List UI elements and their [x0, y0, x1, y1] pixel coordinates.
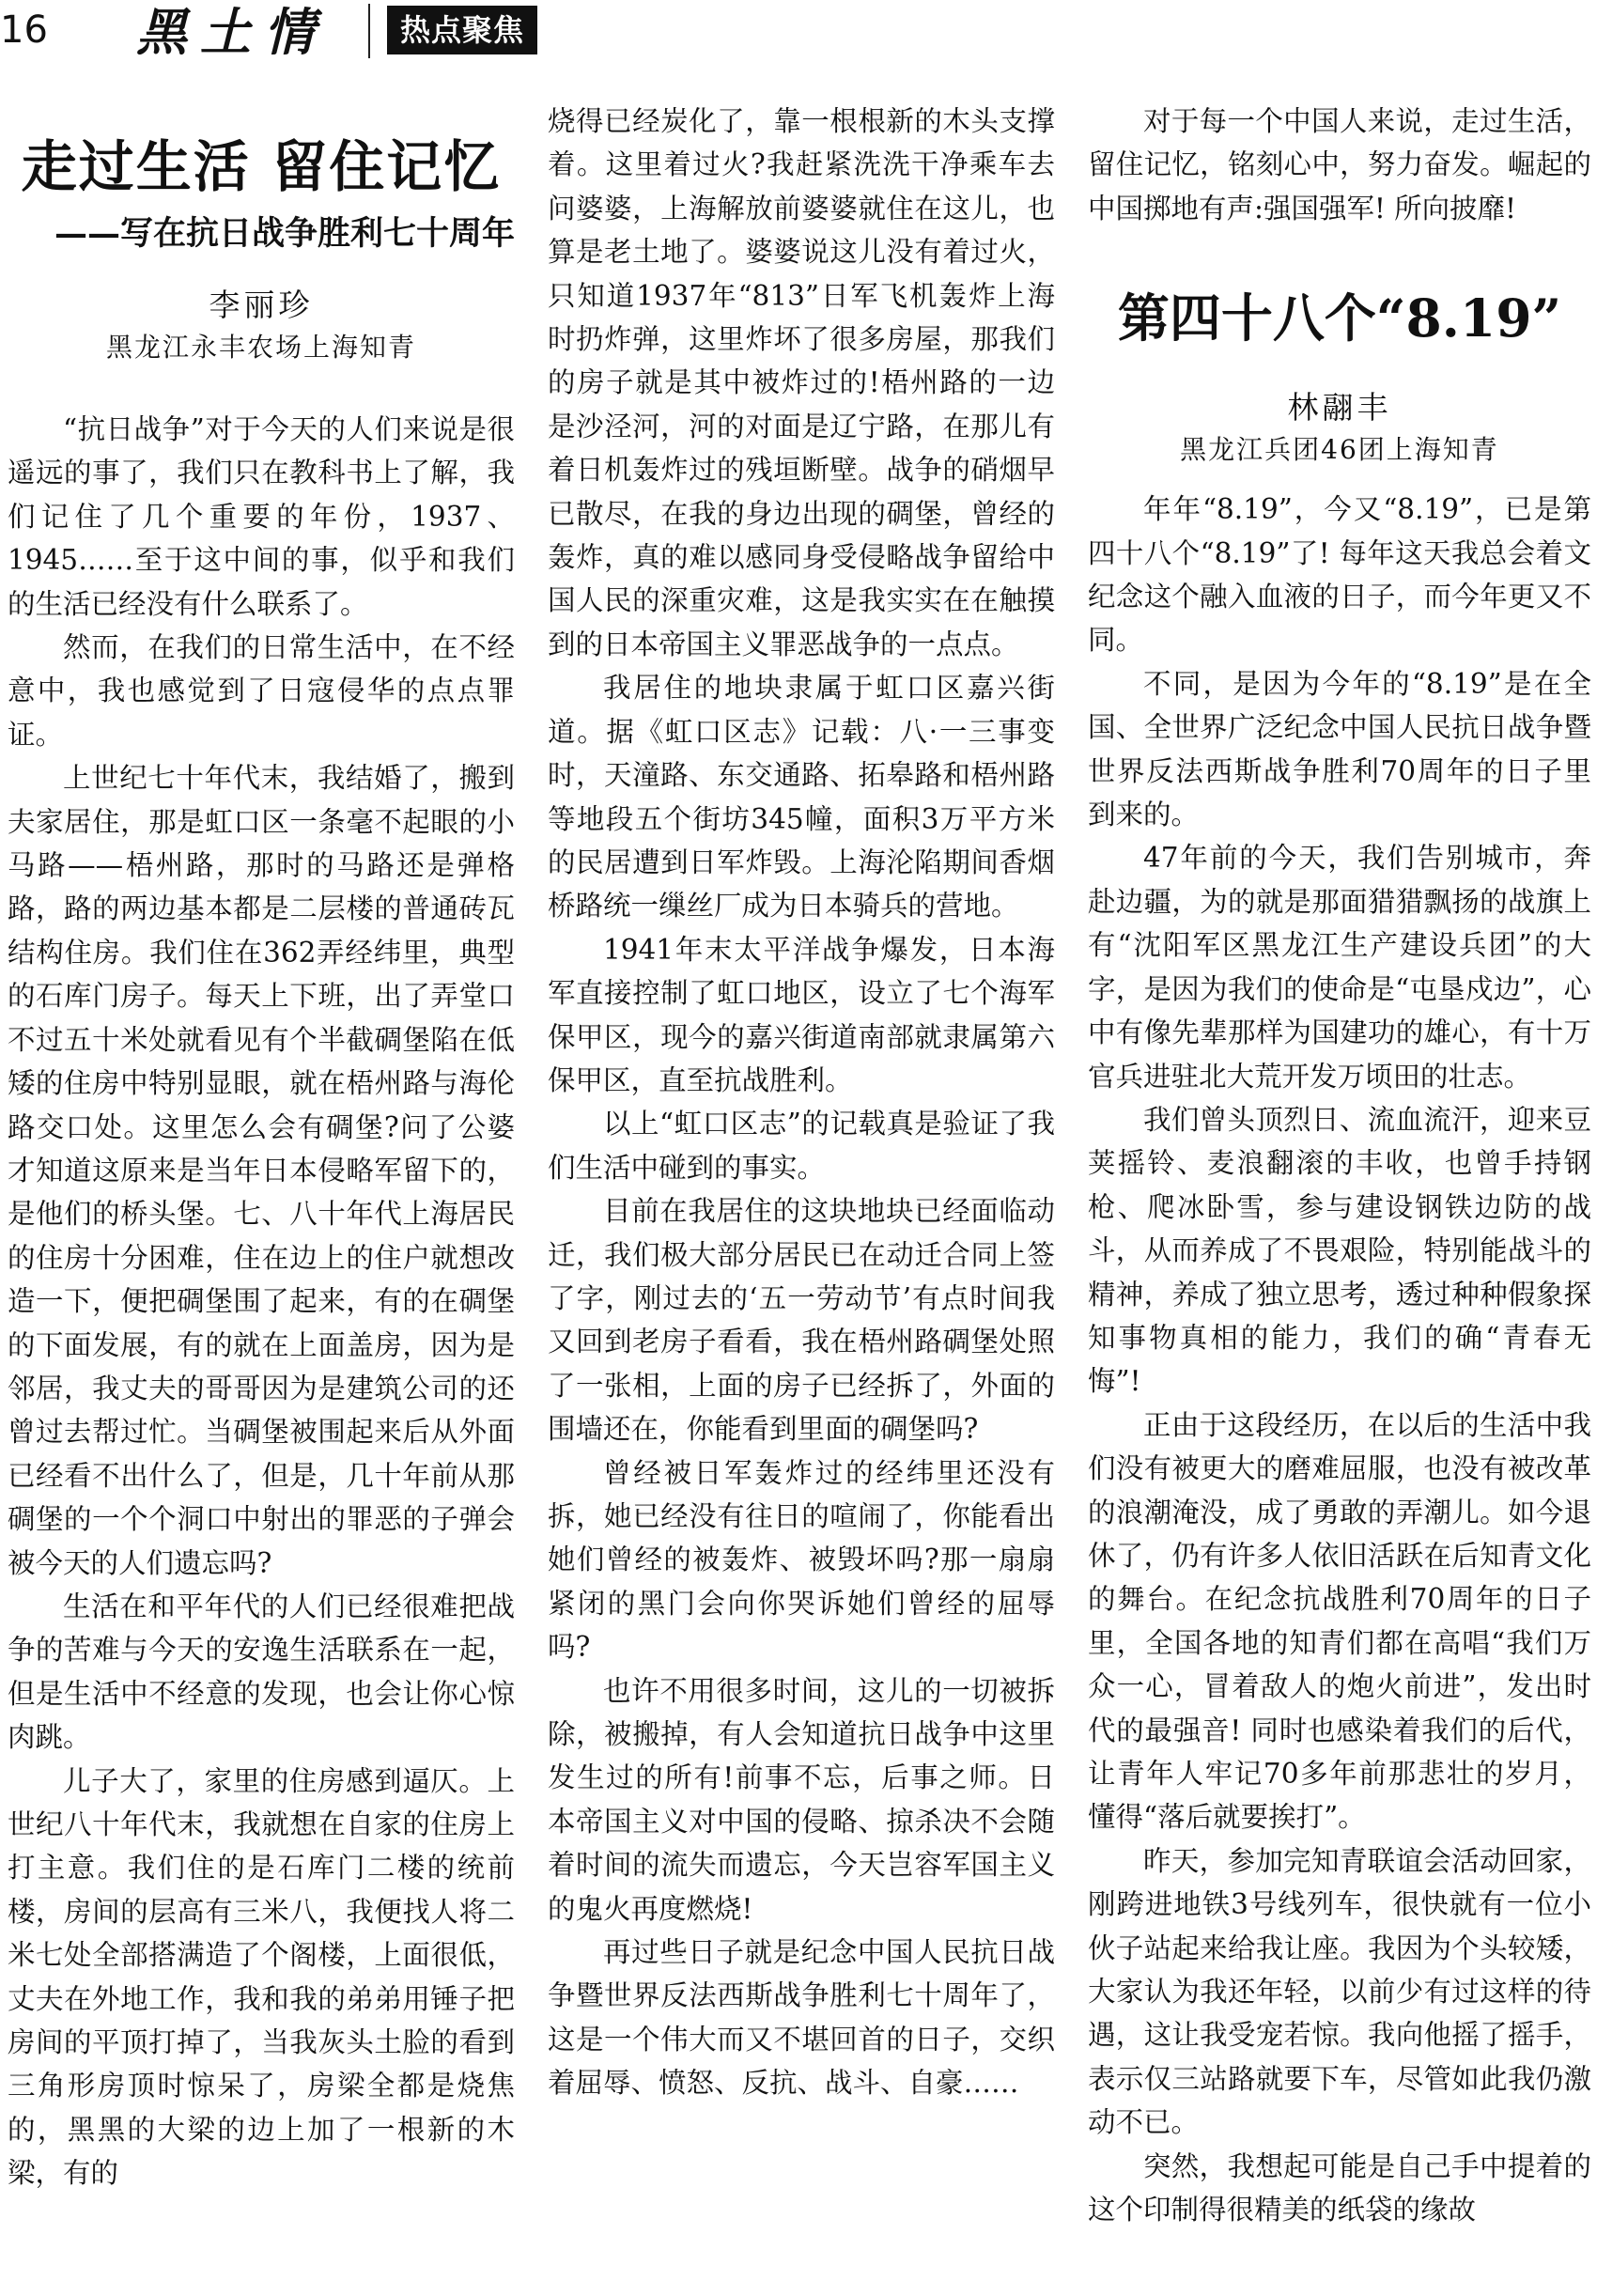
- article1-author: 李丽珍: [209, 287, 314, 323]
- paragraph: 年年“8.19”，今又“8.19”，已是第四十八个“8.19”了! 每年这天我总会着文纪念这个融入血液的日子，而今年更又不同。: [1088, 493, 1591, 657]
- header-divider: [368, 4, 370, 58]
- paragraph: 正由于这段经历，在以后的生活中我们没有被更大的磨难屈服，也没有被改革的浪潮淹没，成了勇敢的弄潮儿。如今退休了，仍有许多人依旧活跃在后知青文化的舞台。在纪念抗战胜利70周年的日子里，全国各地的知青们都在高唱“我们万众一心，冒着敌人的炮火前进”，发出时代的最强音! 同时也感染着我们的后代，让青年人牢记70多年前那悲壮的岁月，懂得“落后就要挨打”。: [1088, 1408, 1591, 1834]
- article1-body: [8, 408, 515, 2195]
- page-number: 16: [0, 8, 48, 52]
- article1-continued-column: [548, 100, 1055, 2296]
- paragraph: 上世纪七十年代末，我结婚了，搬到夫家居住，那是虹口区一条毫不起眼的小马路——梧州路，那时的马路还是弹格路，路的两边基本都是二层楼的普通砖瓦结构住房。我们住在362弄经纬里，典型的石库门房子。每天上下班，出了弄堂口不过五十米处就看见有个半截碉堡陷在低矮的住房中特别显眼，就在梧州路与海伦路交口处。这里怎么会有碉堡?问了公婆才知道这原来是当年日本侵略军留下的，是他们的桥头堡。七、八十年代上海居民的住房十分困难，住在边上的住户就想改造一下，便把碉堡围了起来，有的在碉堡的下面发展，有的就在上面盖房，因为是邻居，我丈夫的哥哥因为是建筑公司的还曾过去帮过忙。当碉堡被围起来后从外面已经看不出什么了，但是，几十年前从那碉堡的一个个洞口中射出的罪恶的子弹会被今天的人们遗忘吗?: [8, 762, 515, 1579]
- paragraph: 突然，我想起可能是自己手中提着的这个印制得很精美的纸袋的缘故: [1088, 2149, 1591, 2226]
- paragraph: “抗日战争”对于今天的人们来说是很遥远的事了，我们只在教科书上了解，我们记住了几个重要的年份，1937、1945……至于这中间的事，似乎和我们的生活已经没有什么联系了。: [8, 413, 515, 620]
- article2-body: [1088, 488, 1591, 2231]
- paragraph: 生活在和平年代的人们已经很难把战争的苦难与今天的安逸生活联系在一起，但是生活中不经意的发现，也会让你心惊肉跳。: [8, 1590, 515, 1754]
- paragraph: 以上“虹口区志”的记载真是验证了我们生活中碰到的事实。: [548, 1108, 1055, 1184]
- article1-affiliation: 黑龙江永丰农场上海知青: [105, 332, 416, 363]
- paragraph: 曾经被日军轰炸过的经纬里还没有拆，她已经没有往日的喧闹了，你能看出她们曾经的被轰炸、被毁坏吗?那一扇扇紧闭的黑门会向你哭诉她们曾经的屈辱吗?: [548, 1456, 1055, 1664]
- article2-title: 第四十八个“8.19”: [1117, 287, 1562, 349]
- section-label: 热点聚焦: [387, 6, 537, 54]
- publication-logo: 黑土情: [136, 2, 328, 62]
- paragraph: 目前在我居住的这块地块已经面临动迁，我们极大部分居民已在动迁合同上签了字，刚过去的‘五一劳动节’有点时间我又回到老房子看看，我在梧州路碉堡处照了一张相，上面的房子已经拆了，外面的围墙还在，你能看到里面的碉堡吗?: [548, 1195, 1055, 1446]
- paragraph: 然而，在我们的日常生活中，在不经意中，我也感觉到了日寇侵华的点点罪证。: [8, 631, 515, 751]
- article1-body-continued: [548, 100, 1055, 2105]
- paragraph: 对于每一个中国人来说，走过生活，留住记忆，铭刻心中，努力奋发。崛起的中国掷地有声:强国强军! 所向披靡!: [1088, 105, 1591, 225]
- article1-subtitle: ——写在抗日战争胜利七十周年: [54, 214, 515, 253]
- article2-affiliation: 黑龙江兵团46团上海知青: [1180, 434, 1499, 466]
- article1-title: 走过生活 留住记忆: [21, 134, 502, 199]
- article1-column: [8, 100, 515, 2296]
- paragraph: 儿子大了，家里的住房感到逼仄。上世纪八十年代末，我就想在自家的住房上打主意。我们住的是石库门二楼的统前楼，房间的层高有三米八，我便找人将二米七处全部搭满造了个阁楼，上面很低，丈夫在外地工作，我和我的弟弟用锤子把房间的平顶打掉了，当我灰头土脸的看到三角形房顶时惊呆了，房梁全都是烧焦的，黑黑的大梁的边上加了一根新的木梁，有的: [8, 1764, 515, 2190]
- article2-author: 林翮丰: [1287, 389, 1392, 427]
- page-header: [0, 0, 1597, 66]
- paragraph: 我们曾头顶烈日、流血流汗，迎来豆荚摇铃、麦浪翻滚的丰收，也曾手持钢枪、爬冰卧雪，参与建设钢铁边防的战斗，从而养成了不畏艰险，特别能战斗的精神，养成了独立思考，透过种种假象探知事物真相的能力，我们的确“青春无悔”!: [1088, 1103, 1591, 1398]
- paragraph: 47年前的今天，我们告别城市，奔赴边疆，为的就是那面猎猎飘扬的战旗上有“沈阳军区黑龙江生产建设兵团”的大字，是因为我们的使命是“屯垦戍边”，心中有像先辈那样为国建功的雄心，有十万官兵进驻北大荒开发万顷田的壮志。: [1088, 842, 1591, 1093]
- paragraph: 我居住的地块隶属于虹口区嘉兴街道。据《虹口区志》记载：八·一三事变时，天潼路、东交通路、拓皋路和梧州路等地段五个街坊345幢，面积3万平方米的民居遭到日军炸毁。上海沦陷期间香烟桥路统一缫丝厂成为日本骑兵的营地。: [548, 672, 1055, 923]
- paragraph: 不同，是因为今年的“8.19”是在全国、全世界广泛纪念中国人民抗日战争暨世界反法西斯战争胜利70周年的日子里到来的。: [1088, 667, 1591, 831]
- article2-column: [1088, 100, 1591, 2296]
- paragraph: 也许不用很多时间，这儿的一切被拆除，被搬掉，有人会知道抗日战争中这里发生过的所有!前事不忘，后事之师。日本帝国主义对中国的侵略、掠杀决不会随着时间的流失而遗忘，今天岂容军国主义的鬼火再度燃烧!: [548, 1674, 1055, 1925]
- paragraph: 再过些日子就是纪念中国人民抗日战争暨世界反法西斯战争胜利七十周年了，这是一个伟大而又不堪回首的日子，交织着屈辱、愤怒、反抗、战斗、自豪……: [548, 1936, 1055, 2100]
- paragraph: 烧得已经炭化了，靠一根根新的木头支撑着。这里着过火?我赶紧洗洗干净乘车去问婆婆，上海解放前婆婆就住在这儿，也算是老土地了。婆婆说这儿没有着过火，只知道1937年“813”日军飞机轰炸上海时扔炸弹，这里炸坏了很多房屋，那我们的房子就是其中被炸过的!梧州路的一边是沙泾河，河的对面是辽宁路，在那儿有着日机轰炸过的残垣断壁。战争的硝烟早已散尽，在我的身边出现的碉堡，曾经的轰炸，真的难以感同身受侵略战争留给中国人民的深重灾难，这是我实实在在触摸到的日本帝国主义罪恶战争的一点点。: [548, 105, 1055, 660]
- article1-conclusion: [1088, 100, 1591, 230]
- paragraph: 昨天，参加完知青联谊会活动回家，刚跨进地铁3号线列车，很快就有一位小伙子站起来给我让座。我因为个头较矮，大家认为我还年轻，以前少有过这样的待遇，这让我受宠若惊。我向他摇了摇手，表示仅三站路就要下车，尽管如此我仍激动不已。: [1088, 1844, 1591, 2139]
- paragraph: 1941年末太平洋战争爆发，日本海军直接控制了虹口地区，设立了七个海军保甲区，现今的嘉兴街道南部就隶属第六保甲区，直至抗战胜利。: [548, 933, 1055, 1096]
